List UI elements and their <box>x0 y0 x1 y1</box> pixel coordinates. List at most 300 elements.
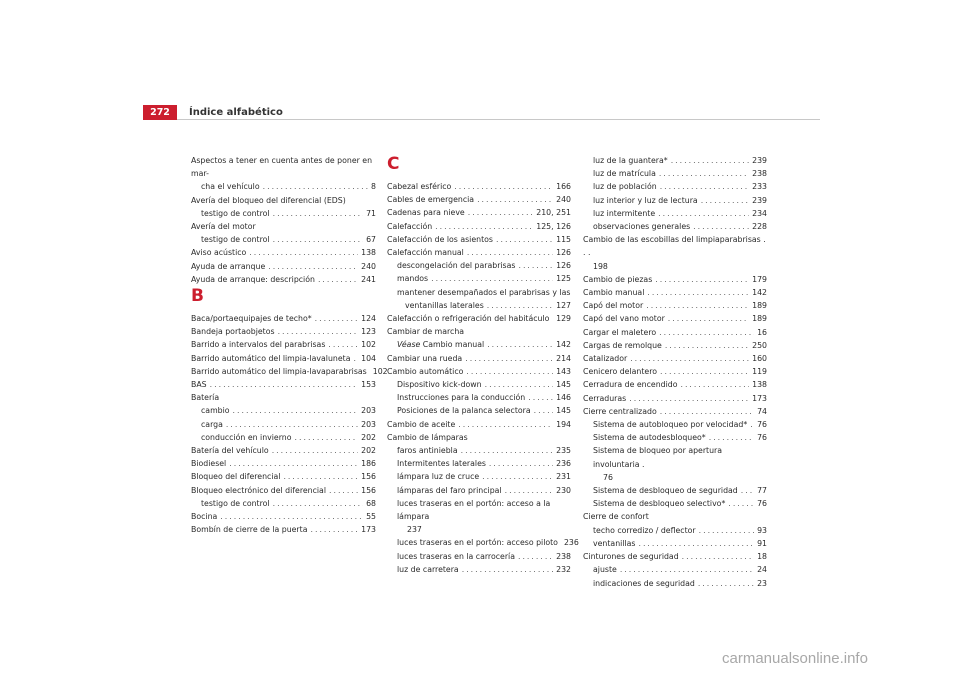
dot-leader <box>283 470 358 483</box>
index-entry-page: 145 <box>556 406 571 416</box>
dot-leader <box>698 577 754 590</box>
index-entry-label: Barrido automático del limpia-lavaparabrisas <box>191 366 367 376</box>
index-entry-page: 138 <box>361 248 376 258</box>
index-entry-page: 156 <box>361 472 376 482</box>
dot-leader <box>682 550 754 563</box>
index-entry-page: 138 <box>752 380 767 390</box>
index-entry-line <box>387 220 571 233</box>
index-subentry <box>387 259 571 272</box>
dot-leader <box>518 259 553 272</box>
dot-leader <box>534 404 553 417</box>
index-entry-line <box>191 365 388 378</box>
index-entry-label: Cambio de piezas <box>583 274 653 284</box>
index-subentry <box>387 536 579 549</box>
index-entry-page: 76 <box>757 433 767 443</box>
index-subentry <box>583 577 767 590</box>
index-entry-line <box>387 246 571 259</box>
dot-leader <box>646 299 749 312</box>
index-subentry <box>583 194 767 207</box>
index-entry-page: 67 <box>366 235 376 245</box>
index-entry-label: Ayuda de arranque <box>191 261 266 271</box>
index-entry-page: 231 <box>556 472 571 482</box>
index-subentry <box>583 524 767 537</box>
index-subentry <box>583 154 767 167</box>
index-subentry <box>583 537 767 550</box>
index-entry-label-cont: cha el vehículo <box>201 182 260 192</box>
dot-leader <box>659 167 749 180</box>
index-entry-line <box>583 352 767 365</box>
index-entry-page: 160 <box>752 354 767 364</box>
index-entry <box>191 273 376 286</box>
index-entry <box>387 246 571 259</box>
index-entry <box>583 550 767 563</box>
index-entry-line <box>191 207 376 220</box>
index-entry-line <box>583 392 767 405</box>
dot-leader <box>701 194 749 207</box>
index-entry-label: Bocina <box>191 512 218 522</box>
index-entry-label: Batería <box>191 393 220 403</box>
index-entry-line <box>387 470 571 483</box>
dot-leader <box>431 272 553 285</box>
page-number: 272 <box>143 105 177 120</box>
index-entry-label: luces traseras en el portón: acceso piloto <box>397 538 558 548</box>
index-entry <box>191 365 388 378</box>
index-subentry <box>387 378 571 391</box>
index-entry-line <box>387 457 571 470</box>
index-entry-page: 146 <box>556 393 571 403</box>
index-entry-page: 173 <box>752 393 767 403</box>
index-entry-label: Cerradura de encendido <box>583 380 678 390</box>
dot-leader <box>496 233 553 246</box>
index-entry-label: Capó del vano motor <box>583 314 665 324</box>
dot-leader <box>468 206 534 219</box>
dot-leader <box>318 273 358 286</box>
index-entry-page: 203 <box>361 406 376 416</box>
index-entry-line <box>583 286 767 299</box>
index-entry-line <box>387 206 571 219</box>
index-entry-label: Cambio manual <box>583 288 645 298</box>
index-entry-label: Bloqueo electrónico del diferencial <box>191 485 326 495</box>
index-entry-label: cambio <box>201 406 230 416</box>
index-entry-label: Sistema de desbloqueo de seguridad <box>593 486 738 496</box>
dot-leader <box>629 392 749 405</box>
index-entry-line <box>387 338 571 351</box>
index-entry-page: 76 <box>603 472 613 482</box>
index-subentry <box>387 391 571 404</box>
index-entry <box>191 470 376 483</box>
index-entry <box>191 220 376 233</box>
dot-leader <box>465 352 553 365</box>
index-entry-page: 233 <box>752 182 767 192</box>
index-entry <box>387 365 571 378</box>
index-entry-line <box>191 338 376 351</box>
dot-leader <box>278 325 359 338</box>
index-subentry <box>583 167 767 180</box>
dot-leader <box>660 405 754 418</box>
dot-leader <box>660 365 749 378</box>
dot-leader <box>210 378 358 391</box>
dot-leader <box>518 550 553 563</box>
index-subentry <box>583 563 767 576</box>
dot-leader <box>528 391 553 404</box>
index-entry-line <box>387 259 571 272</box>
index-entry-wrapped <box>387 497 571 537</box>
index-entry-label: Dispositivo kick-down <box>397 380 482 390</box>
dot-leader <box>328 338 358 351</box>
index-entry-label: Bloqueo del diferencial <box>191 472 281 482</box>
dot-leader <box>505 484 554 497</box>
index-entry-label: Instrucciones para la conducción <box>397 393 526 403</box>
index-entry-line <box>387 404 571 417</box>
index-entry <box>583 510 767 523</box>
index-entry-label: faros antiniebla <box>397 446 458 456</box>
index-entry-label: Ayuda de arranque: descripción <box>191 274 315 284</box>
dot-leader <box>435 220 533 233</box>
index-entry-line <box>387 299 571 312</box>
index-entry-label: mantener desempañados el parabrisas y las <box>397 287 571 297</box>
index-entry-label: Sistema de bloqueo por apertura involuntaria . <box>593 446 723 469</box>
section-letter: B <box>191 286 204 307</box>
index-subentry <box>583 207 767 220</box>
index-entry-page: 18 <box>757 552 767 562</box>
see-also-prefix: Véase <box>397 340 421 350</box>
index-entry-label: testigo de control <box>201 208 270 218</box>
index-entry-line <box>191 180 376 193</box>
index-entry-page: 127 <box>556 300 571 310</box>
index-entry-line <box>387 536 579 549</box>
dot-leader <box>659 326 754 339</box>
index-entry-line <box>583 339 767 352</box>
index-entry-page: 145 <box>556 380 571 390</box>
index-entry <box>387 431 571 444</box>
index-entry-line <box>387 391 571 404</box>
index-entry-label: Cambiar una rueda <box>387 353 463 363</box>
index-entry-label: Bombín de cierre de la puerta <box>191 525 308 535</box>
index-entry-line <box>387 352 571 365</box>
index-entry <box>191 457 376 470</box>
dot-leader <box>485 378 554 391</box>
index-entry <box>583 312 767 325</box>
index-entry-label: Cambiar de marcha <box>387 327 465 337</box>
index-entry-line <box>583 180 767 193</box>
index-entry-label: testigo de control <box>201 498 270 508</box>
index-subentry <box>191 497 376 510</box>
index-entry-label: Barrido a intervalos del parabrisas <box>191 340 326 350</box>
index-subentry <box>387 338 571 351</box>
index-subentry <box>387 272 571 285</box>
index-entry-page: 210, 251 <box>536 208 571 218</box>
index-entry-line <box>583 299 767 312</box>
index-entry-page: 203 <box>361 419 376 429</box>
index-entry-page: 142 <box>752 288 767 298</box>
index-entry-label: Aviso acústico <box>191 248 247 258</box>
index-entry-line <box>583 537 767 550</box>
index-entry-page: 202 <box>361 446 376 456</box>
index-entry <box>387 325 571 338</box>
index-entry <box>191 194 376 207</box>
index-entry-label: Cargas de remolque <box>583 340 662 350</box>
index-entry-line <box>387 193 571 206</box>
index-entry-label: Cenicero delantero <box>583 367 658 377</box>
index-entry-line <box>191 418 376 431</box>
index-entry-page: 115 <box>556 234 571 244</box>
index-entry-page: 8 <box>371 182 376 192</box>
index-entry-line <box>583 378 767 391</box>
dot-leader <box>660 180 749 193</box>
index-entry-line <box>583 194 767 207</box>
index-entry <box>387 312 571 325</box>
index-entry-line <box>191 404 376 417</box>
index-entry-line <box>583 365 767 378</box>
index-subentry <box>583 418 767 431</box>
index-entry-wrapped <box>583 444 767 484</box>
index-entry-page: 125, 126 <box>536 221 571 231</box>
index-entry-label: luz intermitente <box>593 208 656 218</box>
index-entry-line <box>191 273 376 286</box>
dot-leader <box>229 457 358 470</box>
index-entry <box>583 392 767 405</box>
index-subentry <box>387 470 571 483</box>
index-entry-label: Sistema de autodesbloqueo* <box>593 433 706 443</box>
index-entry-line <box>191 444 376 457</box>
index-entry-label: descongelación del parabrisas <box>397 261 516 271</box>
index-entry-line <box>583 484 767 497</box>
index-entry-label: luz de población <box>593 182 657 192</box>
dot-leader <box>668 312 749 325</box>
dot-leader <box>489 457 553 470</box>
index-entry-line <box>583 431 767 444</box>
index-entry-line <box>191 325 376 338</box>
index-entry-page: 250 <box>752 340 767 350</box>
index-entry-label: Baca/portaequipajes de techo* <box>191 314 312 324</box>
index-entry-page: 93 <box>757 525 767 535</box>
index-entry-wrapped <box>387 286 571 312</box>
index-column-1 <box>191 154 388 536</box>
dot-leader <box>699 524 754 537</box>
index-entry-label: Sistema de autobloqueo por velocidad* <box>593 420 748 430</box>
dot-leader <box>263 180 368 193</box>
index-entry-label: observaciones generales <box>593 222 691 232</box>
index-entry-label: Cierre centralizado <box>583 406 657 416</box>
index-entry-label <box>397 338 484 351</box>
index-entry <box>387 206 571 219</box>
index-entry-label: luz de matrícula <box>593 169 656 179</box>
index-column-2 <box>387 154 579 576</box>
index-entry <box>387 193 571 206</box>
dot-leader <box>655 273 749 286</box>
index-entry-wrapped <box>583 233 767 273</box>
index-entry <box>583 299 767 312</box>
index-entry-label: Aspectos a tener en cuenta antes de poner en mar- <box>191 156 373 179</box>
index-entry-page: 239 <box>752 156 767 165</box>
dot-leader <box>741 484 754 497</box>
index-entry-line <box>387 484 571 497</box>
dot-leader <box>273 497 363 510</box>
index-entry-page: 214 <box>556 353 571 363</box>
index-entry-page: 104 <box>361 353 376 363</box>
index-entry-page: 239 <box>752 195 767 205</box>
dot-leader <box>477 193 553 206</box>
dot-leader <box>552 312 553 325</box>
index-entry <box>191 260 376 273</box>
index-entry-line <box>583 220 767 233</box>
index-entry-label: carga <box>201 419 223 429</box>
index-entry-label: Calefacción <box>387 221 433 231</box>
index-entry <box>583 365 767 378</box>
index-entry-line <box>387 365 571 378</box>
index-entry-line <box>387 272 571 285</box>
index-entry-label: indicaciones de seguridad <box>593 578 695 588</box>
dot-leader <box>467 246 553 259</box>
dot-leader <box>226 418 358 431</box>
index-entry-page: 24 <box>757 565 767 575</box>
index-subentry <box>583 484 767 497</box>
index-entry-line <box>387 312 571 325</box>
index-entry-label: conducción en invierno <box>201 432 292 442</box>
index-entry-page: 232 <box>556 564 571 574</box>
index-entry-label: Cambio de lámparas <box>387 432 468 442</box>
index-entry-line <box>583 273 767 286</box>
index-entry-label: Cargar el maletero <box>583 327 657 337</box>
index-entry-page: 228 <box>752 222 767 232</box>
dot-leader <box>462 563 553 576</box>
index-entry-page: 119 <box>752 367 767 377</box>
index-entry-label: luz de carretera <box>397 564 459 574</box>
index-entry-page: 240 <box>361 261 376 271</box>
index-entry-line <box>583 167 767 180</box>
index-entry-page: 189 <box>752 314 767 324</box>
index-subentry <box>191 431 376 444</box>
index-entry <box>191 246 376 259</box>
dot-leader <box>329 484 358 497</box>
index-entry-label: Barrido automático del limpia-lavaluneta <box>191 353 351 363</box>
index-entry-label: Posiciones de la palanca selectora <box>397 406 531 416</box>
index-entry-label: Calefacción de los asientos <box>387 234 493 244</box>
index-entry-page: 71 <box>366 208 376 218</box>
dot-leader <box>671 154 749 167</box>
index-entry-label: Cerraduras <box>583 393 627 403</box>
index-entry-label: mandos <box>397 274 429 284</box>
dot-leader <box>268 260 358 273</box>
index-entry-page: 186 <box>361 459 376 469</box>
dot-leader <box>273 233 363 246</box>
index-entry-label: ventanillas <box>593 538 636 548</box>
index-entry-label: luces traseras en el portón: acceso a la lámpara <box>397 498 551 522</box>
index-subentry <box>387 563 571 576</box>
index-entry-line <box>191 246 376 259</box>
index-entry-line <box>583 207 767 220</box>
index-entry-page: 143 <box>556 366 571 376</box>
index-entry <box>583 352 767 365</box>
index-entry-line <box>387 180 571 193</box>
index-subentry <box>191 404 376 417</box>
index-entry-label: BAS <box>191 380 207 390</box>
index-entry-label: Catalizador <box>583 354 628 364</box>
index-entry-label-cont: ventanillas laterales <box>405 300 484 310</box>
index-entry-label: Cadenas para nieve <box>387 208 465 218</box>
index-entry <box>191 325 376 338</box>
index-entry-label: lámpara luz de cruce <box>397 472 480 482</box>
index-entry-line <box>387 378 571 391</box>
index-entry-line <box>191 510 376 523</box>
index-subentry <box>583 220 767 233</box>
dot-leader <box>665 339 749 352</box>
dot-leader <box>630 352 749 365</box>
index-entry-line <box>191 497 376 510</box>
index-subentry <box>387 484 571 497</box>
index-entry <box>583 405 767 418</box>
dot-leader <box>295 431 359 444</box>
index-entry-page: 124 <box>361 314 376 324</box>
index-entry-line <box>583 577 767 590</box>
page-title: Índice alfabético <box>189 107 283 118</box>
dot-leader <box>466 365 553 378</box>
dot-leader <box>638 537 754 550</box>
index-entry-line <box>583 154 767 167</box>
index-entry-line <box>583 497 767 510</box>
dot-leader <box>750 418 754 431</box>
index-entry-line <box>191 233 376 246</box>
index-entry-label: Intermitentes laterales <box>397 459 486 469</box>
dot-leader <box>454 180 553 193</box>
index-entry-page: 123 <box>361 327 376 337</box>
index-entry-page: 91 <box>757 538 767 548</box>
index-entry <box>583 339 767 352</box>
dot-leader <box>249 246 358 259</box>
index-entry-label: Biodiesel <box>191 459 227 469</box>
index-entry-page: 68 <box>366 498 376 508</box>
index-entry-page: 102 <box>361 340 376 350</box>
dot-leader <box>461 444 554 457</box>
index-entry-page: 230 <box>556 485 571 495</box>
index-entry <box>583 326 767 339</box>
index-entry-label: Cambio automático <box>387 366 464 376</box>
index-entry-page: 55 <box>366 512 376 522</box>
index-entry-page: 237 <box>407 525 422 535</box>
index-entry-page: 16 <box>757 327 767 337</box>
index-entry-page: 179 <box>752 274 767 284</box>
dot-leader <box>273 207 363 220</box>
index-entry-page: 153 <box>361 380 376 390</box>
index-entry-page: 129 <box>556 314 571 324</box>
index-subentry <box>583 431 767 444</box>
index-entry-wrapped <box>191 154 376 194</box>
index-entry-label: Cabezal esférico <box>387 182 452 191</box>
index-entry <box>583 273 767 286</box>
index-entry <box>191 510 376 523</box>
index-entry-label: techo corredizo / deflector <box>593 525 696 535</box>
index-entry-label: luz interior y luz de lectura <box>593 195 698 205</box>
index-entry-page: 194 <box>556 419 571 429</box>
index-entry-line <box>191 352 376 365</box>
index-entry-line <box>583 418 767 431</box>
index-entry-line <box>191 523 376 536</box>
index-entry <box>583 378 767 391</box>
index-entry-label: lámparas del faro principal <box>397 485 502 495</box>
dot-leader <box>233 404 359 417</box>
index-entry-label: Cinturones de seguridad <box>583 552 679 562</box>
index-entry-page: 126 <box>556 248 571 258</box>
dot-leader <box>487 299 553 312</box>
see-also-target: Cambio manual <box>422 340 485 350</box>
footer-watermark: carmanualsonline.info <box>722 650 868 667</box>
index-entry-line <box>583 405 767 418</box>
dot-leader <box>482 470 553 483</box>
index-entry-page: 234 <box>752 208 767 218</box>
index-entry-label: Batería del vehículo <box>191 446 269 456</box>
index-entry <box>387 233 571 246</box>
index-entry <box>191 391 376 404</box>
